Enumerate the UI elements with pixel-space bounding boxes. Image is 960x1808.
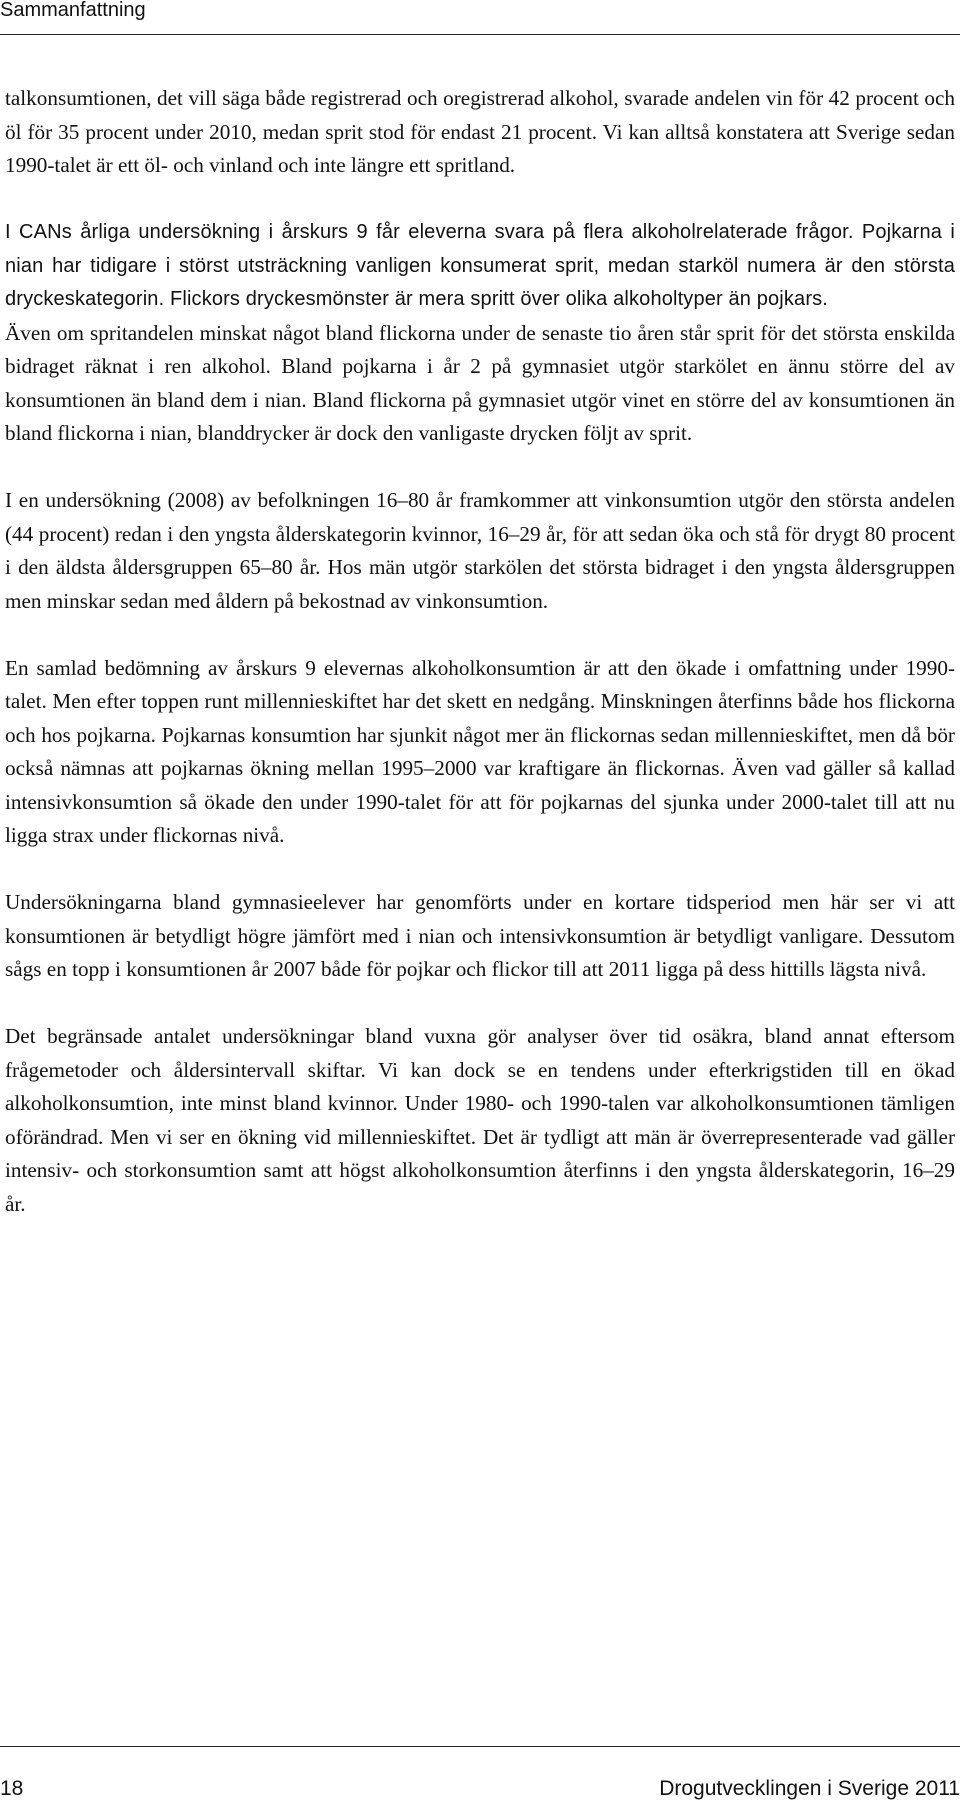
page-footer xyxy=(0,1746,960,1808)
page-header xyxy=(0,0,960,44)
paragraph-2: I CANs årliga undersökning i årskurs 9 får eleverna svara på flera alkoholrelaterade frågor. Pojkarna i nian har tidigare i störst utsträckning vanligen konsumerat sprit, medan starköl numera är den största dryckeskategorin. Flickors dryckesmönster är mera spritt över olika alkoholtyper än pojkars. xyxy=(5,221,955,310)
paragraph-1: talkonsumtionen, det vill säga både registrerad och oregistrerad alkohol, svarade andelen vin för 42 procent och öl för 35 procent under 2010, medan sprit stod för endast 21 procent. Vi kan alltså konstatera att Sverige sedan 1990-talet är ett öl- och vinland och inte längre ett spritland. xyxy=(5,86,955,177)
header-divider xyxy=(0,34,960,35)
paragraph-5: En samlad bedömning av årskurs 9 elevernas alkoholkonsumtion är att den ökade i omfattning under 1990-talet. Men efter toppen runt millennieskiftet har det skett en nedgång. Minskningen återfinns både hos flickorna och hos pojkarna. Pojkarnas konsumtion har sjunkit något mer än flickornas sedan millennieskiftet, men då bör också nämnas att pojkarnas ökning mellan 1995–2000 var kraftigare än flickornas. Även vad gäller så kallad intensivkonsumtion så ökade den under 1990-talet för att för pojkarnas del sjunka under 2000-talet till att nu ligga strax under flickornas nivå. xyxy=(5,655,955,847)
paragraph-7: Det begränsade antalet undersökningar bland vuxna gör analyser över tid osäkra, bland annat eftersom frågemetoder och åldersintervall skiftar. Vi kan dock se en tendens under efterkrigstiden till en ökad alkoholkonsumtion, inte minst bland kvinnor. Under 1980- och 1990-talen var alkoholkonsumtionen tämligen oförändrad. Men vi ser en ökning vid millennieskiftet. Det är tydligt att män är överrepresenterade vad gäller intensiv- och storkonsumtion samt att högst alkoholkonsumtion återfinns i den yngsta ålderskategorin, 16–29 år. xyxy=(5,1024,955,1216)
body-text xyxy=(5,82,955,1221)
page-number: 18 xyxy=(0,1777,24,1800)
paragraph-3: Även om spritandelen minskat något bland flickorna under de senaste tio åren står sprit för det största enskilda bidraget räknat i ren alkohol. Bland pojkarna i år 2 på gymnasiet utgör starkölet en ännu större del av konsumtionen än bland dem i nian. Bland flickorna på gymnasiet utgör vinet en större del av konsumtionen än bland flickorna i nian, blanddrycker är dock den vanligaste drycken följt av sprit. xyxy=(5,320,955,445)
publication-title: Drogutvecklingen i Sverige 2011 xyxy=(659,1777,960,1800)
section-title: Sammanfattning xyxy=(0,0,146,21)
paragraph-4: I en undersökning (2008) av befolkningen 16–80 år framkommer att vinkonsumtion utgör den största andelen (44 procent) redan i den yngsta ålderskategorin kvinnor, 16–29 år, för att sedan öka och stå för drygt 80 procent i den äldsta åldersgruppen 65–80 år. Hos män utgör starkölen det största bidraget i den yngsta åldersgruppen men minskar sedan med åldern på bekostnad av vinkonsumtion. xyxy=(5,488,955,613)
footer-divider xyxy=(0,1746,960,1747)
paragraph-6: Undersökningarna bland gymnasieelever har genomförts under en kortare tidsperiod men här ser vi att konsumtionen är betydligt högre jämfört med i nian och intensivkonsumtion är betydligt vanligare. Dessutom sågs en topp i konsumtionen år 2007 både för pojkar och flickor till att 2011 ligga på dess hittills lägsta nivå. xyxy=(5,890,955,981)
